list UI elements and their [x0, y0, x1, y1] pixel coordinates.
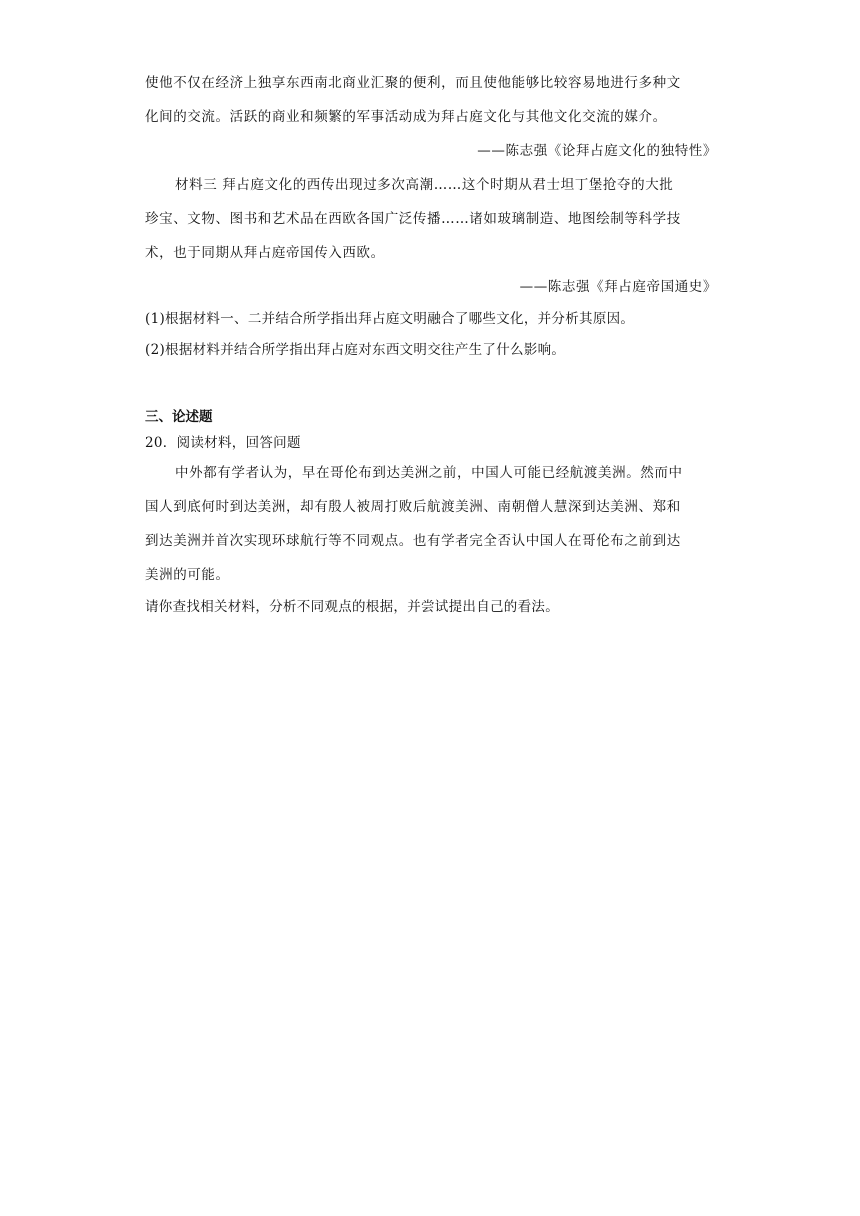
page-content: [145, 66, 717, 623]
material3-line-2: 珍宝、文物、图书和艺术品在西欧各国广泛传播……诸如玻璃制造、地图绘制等科学技: [145, 211, 681, 227]
passage-line-1: 中外都有学者认为，早在哥伦布到达美洲之前，中国人可能已经航渡美洲。然而中: [175, 465, 683, 481]
material3-line-1: 材料三 拜占庭文化的西传出现过多次高潮……这个时期从君士坦丁堡抢夺的大批: [175, 177, 674, 193]
material2-line-1: 使他不仅在经济上独享东西南北商业汇聚的便利，而且使他能够比较容易地进行多种文: [145, 75, 681, 91]
passage-line-4: 美洲的可能。: [145, 567, 230, 583]
material2-line-2: 化间的交流。活跃的商业和频繁的军事活动成为拜占庭文化与其他文化交流的媒介。: [145, 109, 667, 125]
passage-line-3: 到达美洲并首次实现环球航行等不同观点。也有学者完全否认中国人在哥伦布之前到达: [145, 533, 681, 549]
question-1: (1)根据材料一、二并结合所学指出拜占庭文明融合了哪些文化，并分析其原因。: [145, 311, 635, 327]
question-20-task: 请你查找相关材料，分析不同观点的根据，并尝试提出自己的看法。: [145, 599, 559, 615]
section-heading: 三、论述题: [145, 409, 213, 425]
section-spacer: [145, 366, 717, 404]
material2-source: ——陈志强《论拜占庭文化的独特性》: [477, 143, 717, 159]
material3-line-3: 术，也于同期从拜占庭帝国传入西欧。: [145, 245, 385, 261]
question-20-intro: 20．阅读材料，回答问题: [145, 435, 301, 451]
material3-source: ——陈志强《拜占庭帝国通史》: [519, 279, 717, 295]
question-2: (2)根据材料并结合所学指出拜占庭对东西文明交往产生了什么影响。: [145, 342, 566, 358]
passage-line-2: 国人到底何时到达美洲，却有殷人被周打败后航渡美洲、南朝僧人慧深到达美洲、郑和: [145, 499, 681, 515]
